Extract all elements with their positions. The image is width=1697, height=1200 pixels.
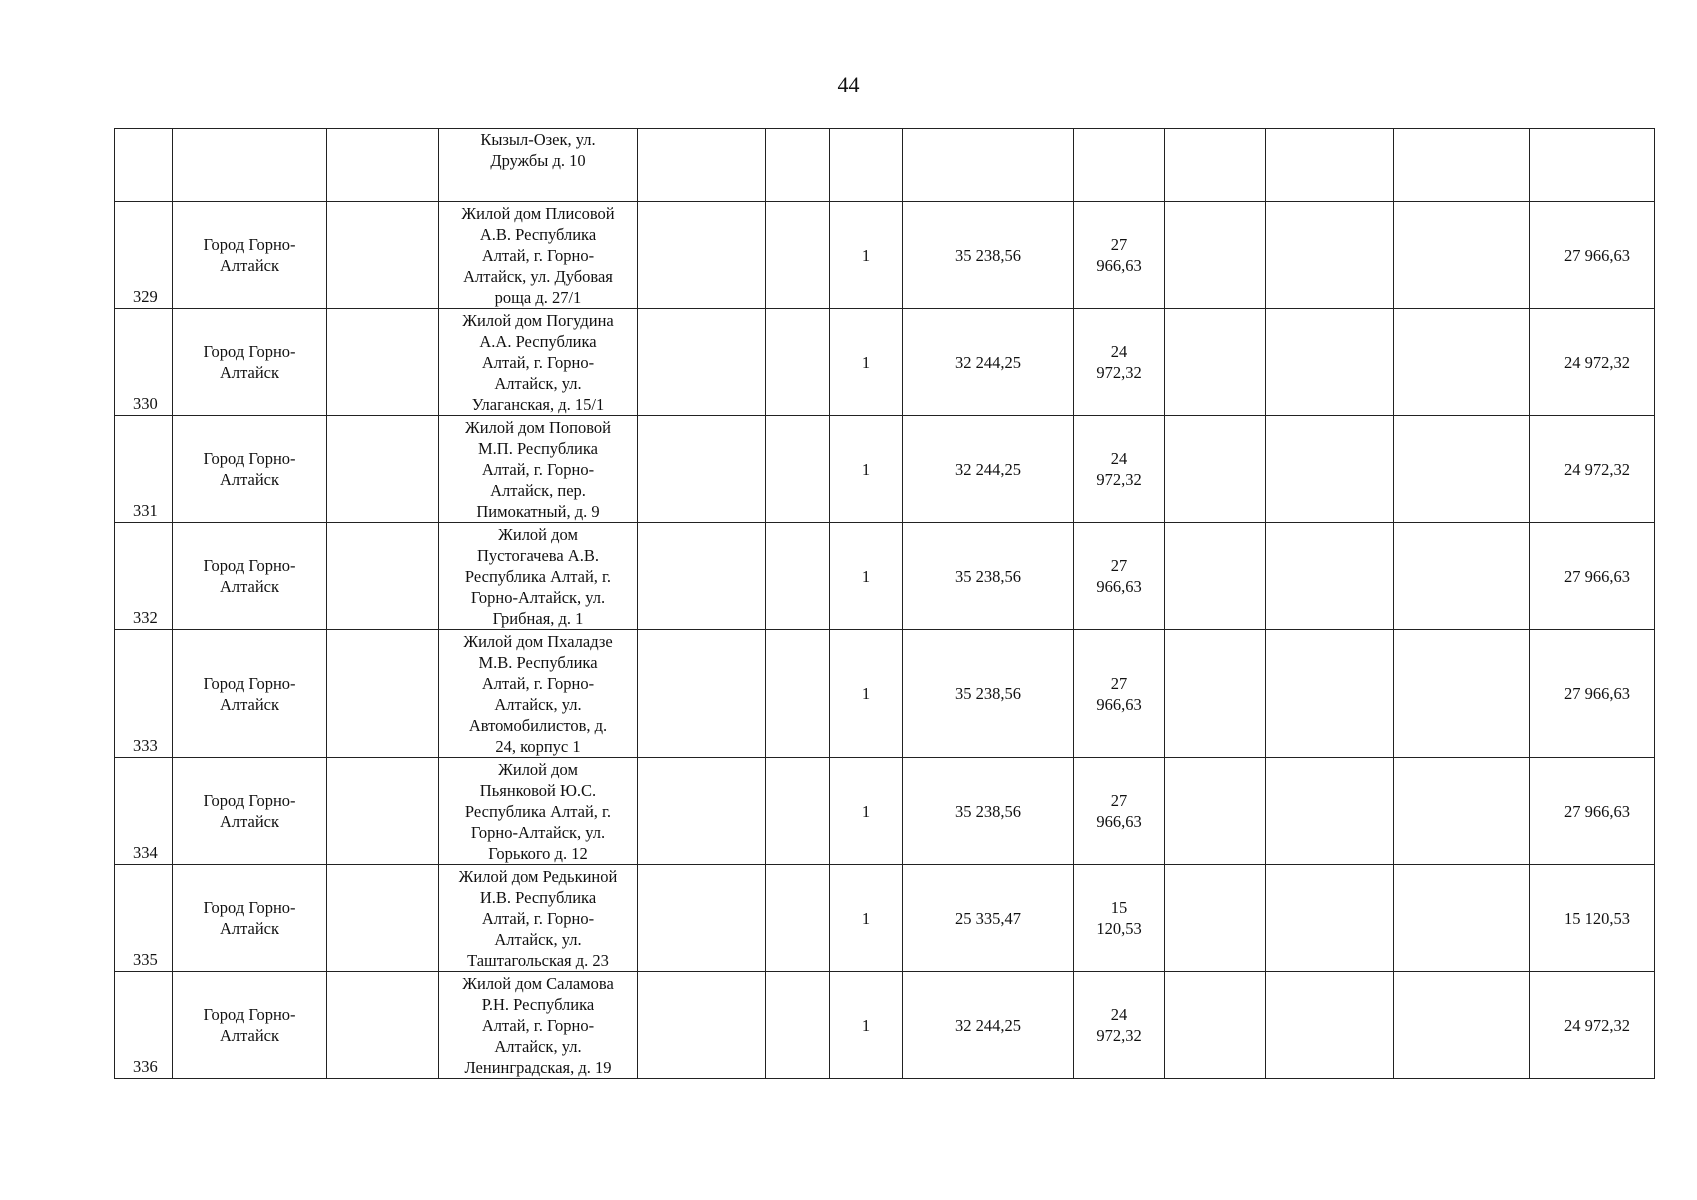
empty-cell [1165, 129, 1266, 202]
address-line: Пьянковой Ю.С. [479, 780, 597, 800]
row-number-cell: 335 [115, 865, 173, 972]
address-line: Алтайск, ул. Дубовая [463, 266, 613, 286]
address-line: роща д. 27/1 [494, 287, 582, 307]
address-line: Улаганская, д. 15/1 [471, 394, 605, 414]
empty-cell [327, 202, 439, 309]
municipality-cell [173, 416, 327, 523]
municipality-cell [173, 972, 327, 1079]
amount-cell [1074, 202, 1165, 309]
address-line: Жилой дом Плисовой [461, 203, 615, 223]
empty-cell [1394, 630, 1530, 758]
amount-line: 972,32 [1096, 1026, 1142, 1045]
empty-cell [638, 630, 766, 758]
row-number-cell: 330 [115, 309, 173, 416]
amount-line: 120,53 [1096, 919, 1142, 938]
municipality-cell [173, 630, 327, 758]
address-line: Алтайск, ул. [494, 373, 582, 393]
address-line: Горно-Алтайск, ул. [470, 822, 606, 842]
empty-cell [173, 129, 327, 202]
amount-line: 27 [1110, 556, 1128, 575]
page-number: 44 [837, 72, 860, 97]
empty-cell [830, 129, 903, 202]
amount-cell [1074, 416, 1165, 523]
empty-cell [327, 416, 439, 523]
address-line: А.В. Республика [479, 224, 597, 244]
municipality-line: Алтайск [219, 694, 280, 714]
address-cell [439, 523, 638, 630]
address-line: Жилой дом Саламова [462, 973, 614, 993]
address-line: Алтай, г. Горно- [481, 673, 595, 693]
municipality-line: Алтайск [219, 812, 280, 831]
address-line: М.П. Республика [478, 438, 598, 458]
count-cell: 1 [830, 865, 903, 972]
address-cell [439, 865, 638, 972]
table-row [115, 309, 1655, 416]
amount-line: 27 [1110, 791, 1128, 810]
municipality-cell [173, 865, 327, 972]
total-cell: 27 966,63 [1530, 758, 1655, 865]
municipality-cell [173, 758, 327, 865]
municipality-line: Город Горно- [203, 449, 296, 468]
empty-cell [1266, 523, 1394, 630]
empty-cell [766, 202, 830, 309]
municipality-cell [173, 202, 327, 309]
address-line: Жилой дом Редькиной [458, 866, 618, 886]
empty-cell [1266, 865, 1394, 972]
municipality-line: Город Горно- [203, 1005, 296, 1024]
table-row [115, 630, 1655, 758]
empty-cell [1394, 758, 1530, 865]
municipality-line: Город Горно- [203, 898, 296, 917]
row-number-cell: 332 [115, 523, 173, 630]
address-line: Алтай, г. Горно- [481, 245, 595, 265]
total-cell: 15 120,53 [1530, 865, 1655, 972]
empty-cell [327, 309, 439, 416]
empty-cell [1165, 865, 1266, 972]
address-line: Дружбы д. 10 [490, 151, 586, 170]
empty-cell [1394, 129, 1530, 202]
address-line: Алтай, г. Горно- [481, 459, 595, 479]
address-line: Республика Алтай, г. [464, 566, 612, 586]
municipality-line: Алтайск [219, 256, 280, 275]
empty-cell [327, 523, 439, 630]
municipality-line: Город Горно- [203, 235, 296, 254]
amount-line: 972,32 [1096, 363, 1142, 382]
amount-line: 15 [1110, 898, 1128, 917]
empty-cell [1266, 416, 1394, 523]
total-cell: 27 966,63 [1530, 202, 1655, 309]
municipality-line: Город Горно- [203, 673, 296, 693]
empty-cell [327, 972, 439, 1079]
amount-cell [1074, 972, 1165, 1079]
address-cell [439, 416, 638, 523]
empty-cell [115, 129, 173, 202]
total-cell: 24 972,32 [1530, 972, 1655, 1079]
empty-cell [766, 416, 830, 523]
amount-cell [1074, 758, 1165, 865]
empty-cell [1266, 630, 1394, 758]
address-line: Алтайск, пер. [490, 480, 586, 500]
address-line: Таштагольская д. 23 [467, 950, 609, 970]
address-line: Алтайск, ул. [494, 694, 582, 714]
address-line: А.А. Республика [479, 331, 597, 351]
municipality-line: Алтайск [219, 919, 280, 938]
amount-line: 966,63 [1096, 256, 1142, 275]
empty-cell [766, 972, 830, 1079]
empty-cell [1266, 202, 1394, 309]
table-row [115, 972, 1655, 1079]
address-line: Алтайск, ул. [494, 1036, 582, 1056]
total-cell: 27 966,63 [1530, 630, 1655, 758]
table-row [115, 758, 1655, 865]
empty-cell [638, 202, 766, 309]
table-body [115, 129, 1655, 1079]
amount-line: 966,63 [1096, 694, 1142, 714]
amount-line: 27 [1110, 673, 1128, 693]
empty-cell [1165, 202, 1266, 309]
municipality-line: Город Горно- [203, 791, 296, 810]
empty-cell [1165, 523, 1266, 630]
address-cell [439, 758, 638, 865]
empty-cell [327, 865, 439, 972]
empty-cell [327, 630, 439, 758]
address-line: 24, корпус 1 [495, 736, 581, 756]
address-line: Горького д. 12 [488, 843, 588, 863]
empty-cell [327, 129, 439, 202]
cost-cell: 35 238,56 [903, 523, 1074, 630]
empty-cell [1394, 309, 1530, 416]
table-row [115, 865, 1655, 972]
total-cell: 24 972,32 [1530, 309, 1655, 416]
municipality-line: Алтайск [219, 577, 280, 596]
empty-cell [1394, 416, 1530, 523]
municipality-cell [173, 309, 327, 416]
empty-cell [1266, 129, 1394, 202]
count-cell: 1 [830, 416, 903, 523]
cost-cell: 35 238,56 [903, 202, 1074, 309]
empty-cell [766, 523, 830, 630]
address-line: Алтай, г. Горно- [481, 1015, 595, 1035]
address-cell [439, 630, 638, 758]
empty-cell [1266, 972, 1394, 1079]
amount-cell [1074, 523, 1165, 630]
empty-cell [638, 758, 766, 865]
address-cell [439, 972, 638, 1079]
row-number-cell: 336 [115, 972, 173, 1079]
cost-cell: 25 335,47 [903, 865, 1074, 972]
address-line: Жилой дом Пхаладзе [463, 631, 613, 651]
address-cell [439, 309, 638, 416]
table-row [115, 416, 1655, 523]
address-line: Горно-Алтайск, ул. [470, 587, 606, 607]
empty-cell [1165, 309, 1266, 416]
empty-cell [1394, 865, 1530, 972]
amount-line: 966,63 [1096, 577, 1142, 596]
count-cell: 1 [830, 202, 903, 309]
empty-cell [1394, 202, 1530, 309]
amount-cell [1074, 630, 1165, 758]
empty-cell [1165, 630, 1266, 758]
empty-cell [1266, 309, 1394, 416]
empty-cell [1165, 758, 1266, 865]
cost-cell: 35 238,56 [903, 758, 1074, 865]
address-line: Республика Алтай, г. [464, 801, 612, 821]
address-line: И.В. Республика [479, 887, 597, 907]
amount-line: 27 [1110, 235, 1128, 254]
address-cell [439, 202, 638, 309]
row-number-cell: 329 [115, 202, 173, 309]
municipality-cell [173, 523, 327, 630]
municipality-line: Алтайск [219, 470, 280, 489]
empty-cell [638, 416, 766, 523]
cost-cell: 32 244,25 [903, 416, 1074, 523]
municipality-line: Город Горно- [203, 342, 296, 361]
count-cell: 1 [830, 523, 903, 630]
address-line: Пустогачева А.В. [477, 545, 599, 565]
empty-cell [638, 129, 766, 202]
address-line: М.В. Республика [478, 652, 598, 672]
cost-cell: 32 244,25 [903, 309, 1074, 416]
municipality-line: Алтайск [219, 363, 280, 382]
address-line: Грибная, д. 1 [492, 608, 584, 628]
empty-cell [1394, 972, 1530, 1079]
address-line: Кызыл-Озек, ул. [480, 130, 596, 149]
housing-table [114, 128, 1655, 1079]
empty-cell [766, 309, 830, 416]
row-number-cell: 334 [115, 758, 173, 865]
empty-cell [766, 129, 830, 202]
address-line: Пимокатный, д. 9 [476, 501, 600, 521]
empty-cell [766, 630, 830, 758]
row-number-cell: 331 [115, 416, 173, 523]
total-cell: 27 966,63 [1530, 523, 1655, 630]
amount-cell [1074, 309, 1165, 416]
cost-cell: 35 238,56 [903, 630, 1074, 758]
total-cell: 24 972,32 [1530, 416, 1655, 523]
address-line: Алтай, г. Горно- [481, 352, 595, 372]
empty-cell [638, 972, 766, 1079]
empty-cell [1530, 129, 1655, 202]
empty-cell [638, 865, 766, 972]
empty-cell [1165, 416, 1266, 523]
amount-line: 966,63 [1096, 812, 1142, 831]
address-line: Р.Н. Республика [481, 994, 595, 1014]
address-line: Алтай, г. Горно- [481, 908, 595, 928]
count-cell: 1 [830, 309, 903, 416]
table-row [115, 523, 1655, 630]
cost-cell: 32 244,25 [903, 972, 1074, 1079]
amount-cell [1074, 865, 1165, 972]
count-cell: 1 [830, 758, 903, 865]
amount-line: 24 [1110, 1005, 1128, 1024]
count-cell: 1 [830, 630, 903, 758]
table-row [115, 202, 1655, 309]
row-number-cell: 333 [115, 630, 173, 758]
empty-cell [903, 129, 1074, 202]
amount-line: 972,32 [1096, 470, 1142, 489]
count-cell: 1 [830, 972, 903, 1079]
empty-cell [327, 758, 439, 865]
empty-cell [766, 865, 830, 972]
address-cell [439, 129, 638, 202]
table-row-continuation [115, 129, 1655, 202]
address-line: Автомобилистов, д. [468, 715, 608, 735]
empty-cell [638, 309, 766, 416]
empty-cell [1165, 972, 1266, 1079]
empty-cell [766, 758, 830, 865]
empty-cell [638, 523, 766, 630]
address-line: Алтайск, ул. [494, 929, 582, 949]
empty-cell [1266, 758, 1394, 865]
address-line: Жилой дом [498, 759, 578, 779]
address-line: Ленинградская, д. 19 [464, 1057, 612, 1077]
municipality-line: Алтайск [219, 1026, 280, 1045]
address-line: Жилой дом [498, 524, 578, 544]
amount-line: 24 [1110, 342, 1128, 361]
empty-cell [1074, 129, 1165, 202]
address-line: Жилой дом Погудина [462, 310, 614, 330]
address-line: Жилой дом Поповой [465, 417, 611, 437]
municipality-line: Город Горно- [203, 556, 296, 575]
empty-cell [1394, 523, 1530, 630]
amount-line: 24 [1110, 449, 1128, 468]
